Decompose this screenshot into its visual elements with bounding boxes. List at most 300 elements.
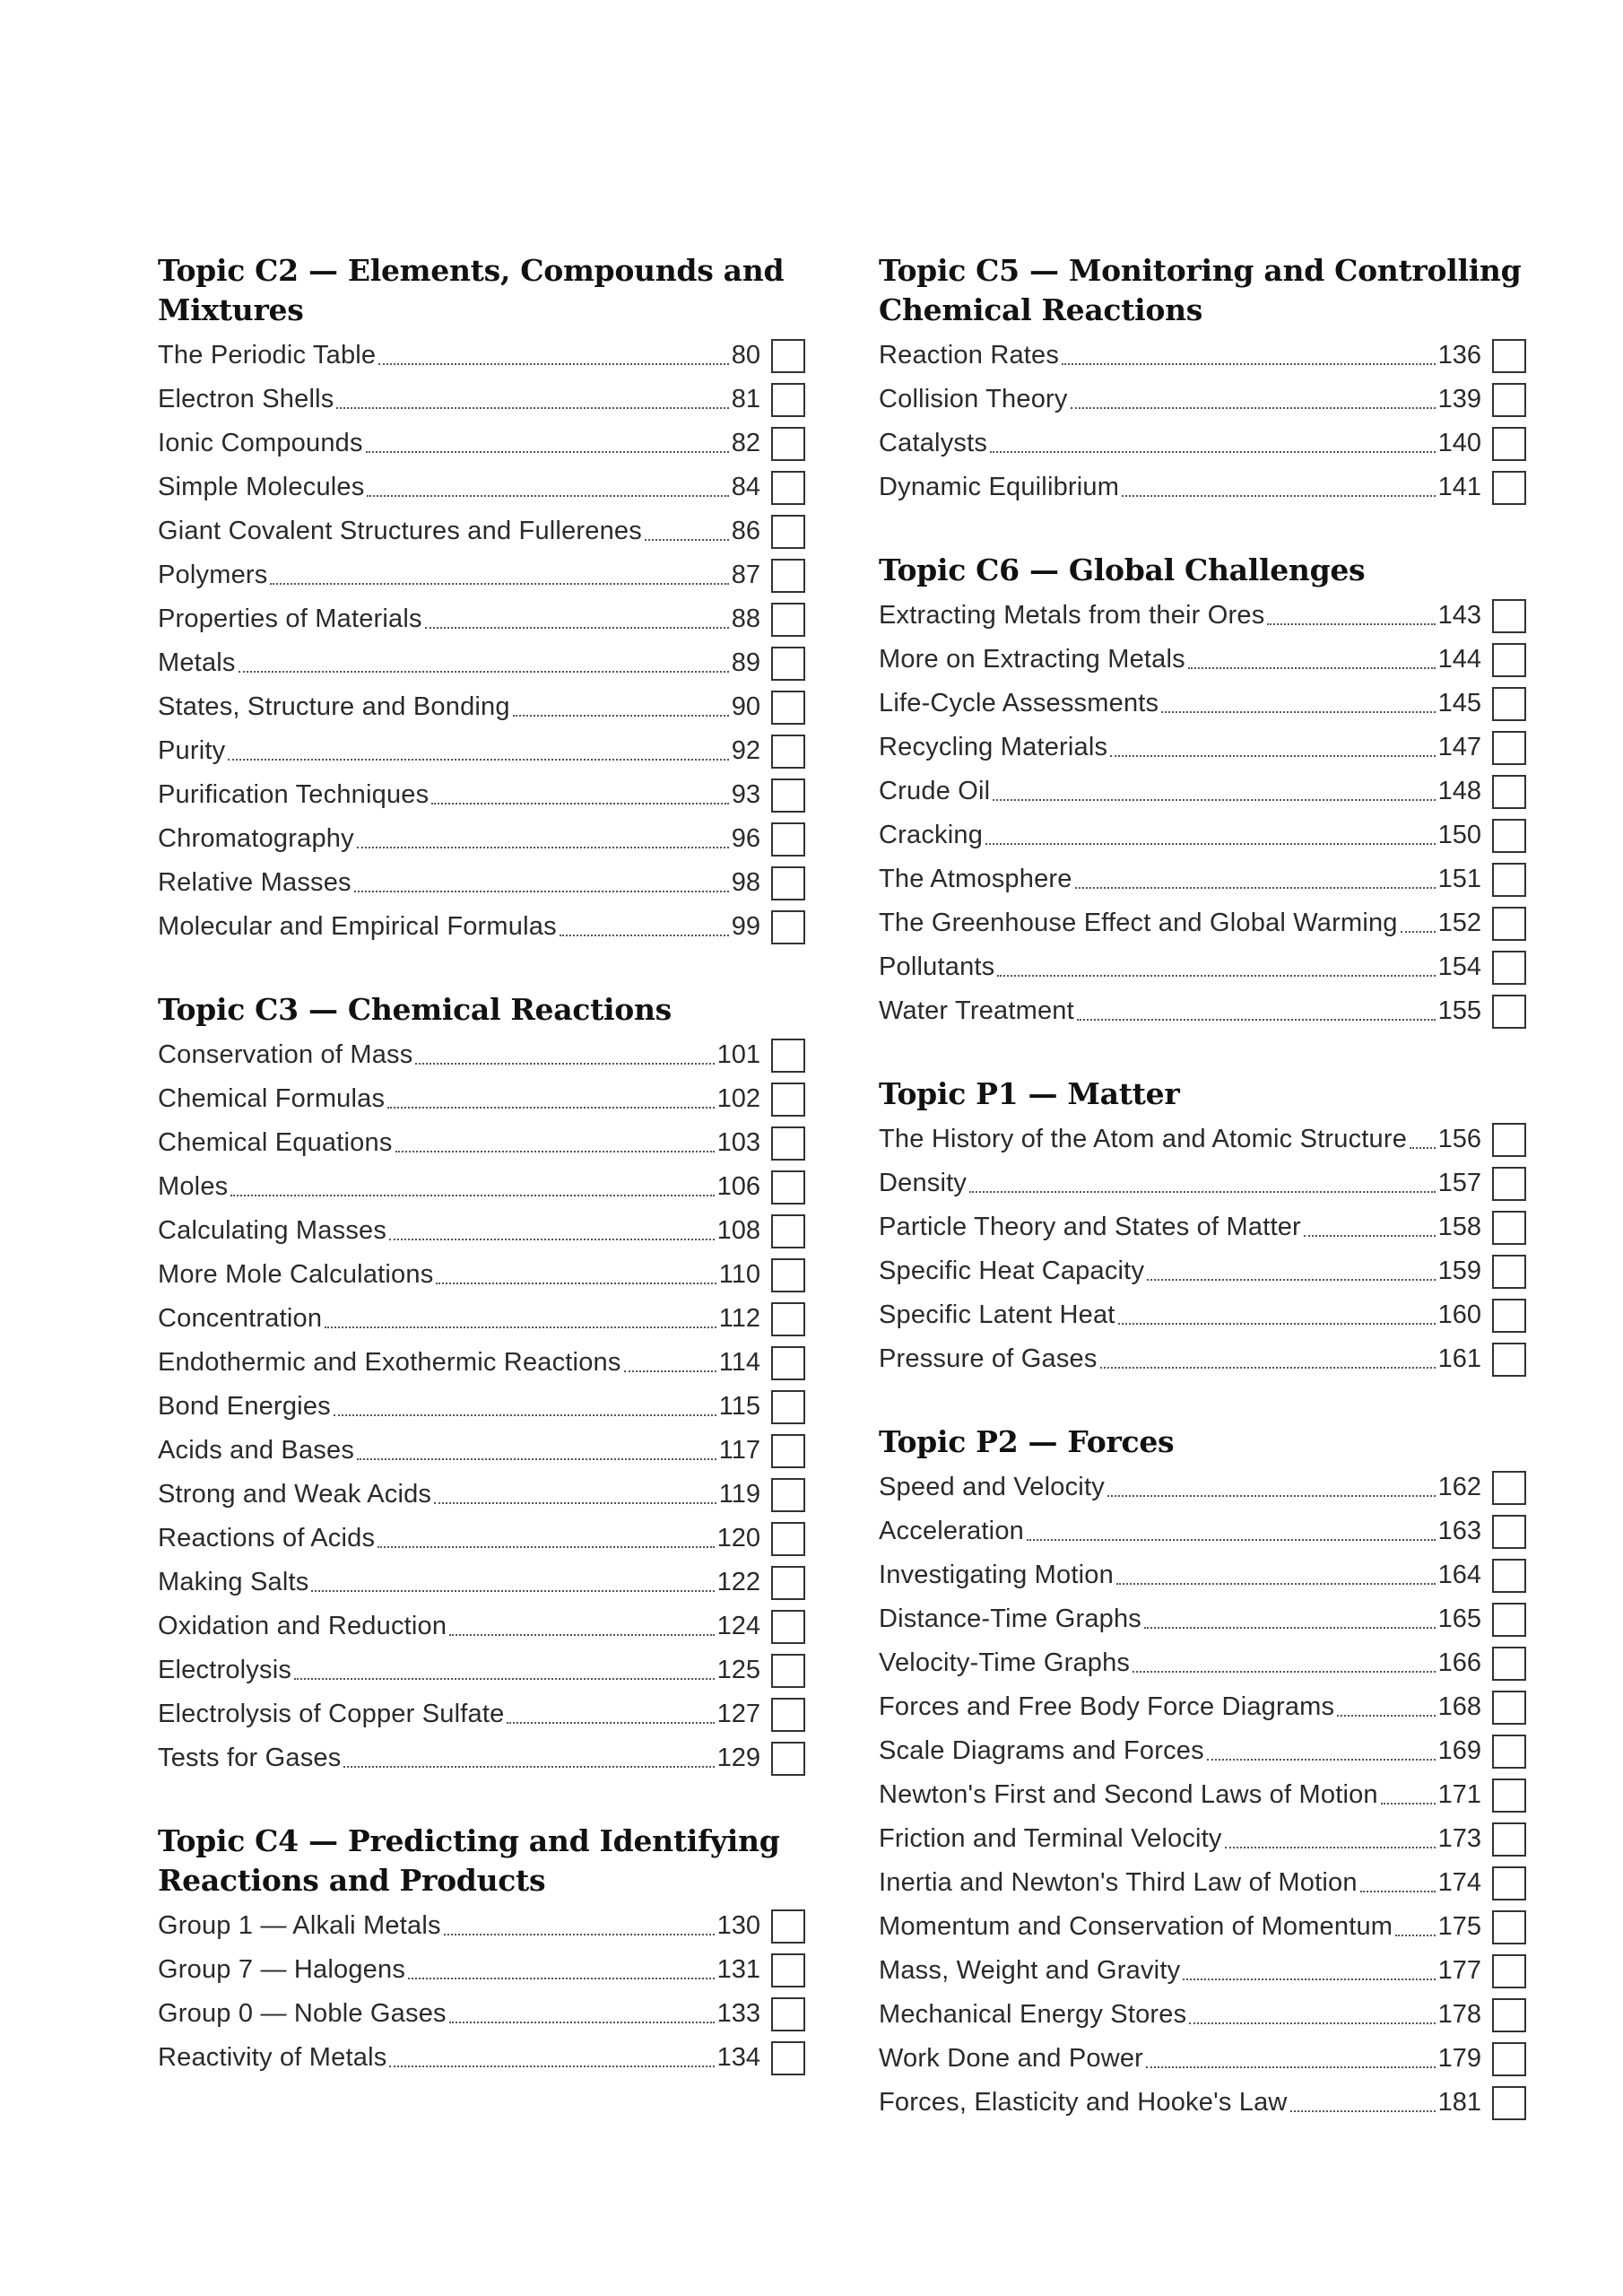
page-number: 152 [1437, 909, 1481, 937]
page-number: 148 [1437, 777, 1481, 805]
toc-entry [158, 422, 805, 465]
progress-checkbox[interactable] [1492, 1343, 1526, 1377]
progress-checkbox[interactable] [771, 735, 805, 769]
entry-title: Forces, Elasticity and Hooke's Law [879, 2088, 1288, 2117]
entry-title: Group 1 — Alkali Metals [158, 1911, 441, 1940]
entry-title: Inertia and Newton's Third Law of Motion [879, 1868, 1358, 1897]
dot-leader [1267, 623, 1435, 625]
progress-checkbox[interactable] [1492, 427, 1526, 461]
progress-checkbox[interactable] [771, 1654, 805, 1688]
page-number: 157 [1437, 1169, 1481, 1197]
dot-leader [507, 1722, 714, 1724]
toc-entry [158, 509, 805, 553]
progress-checkbox[interactable] [771, 1522, 805, 1556]
toc-entry [879, 334, 1526, 378]
entry-title: Giant Covalent Structures and Fullerenes [158, 517, 642, 545]
dot-leader [436, 1283, 716, 1284]
page-number: 108 [716, 1216, 760, 1245]
dot-leader [387, 1107, 714, 1109]
progress-checkbox[interactable] [1492, 1866, 1526, 1900]
page-number: 87 [731, 561, 760, 589]
page-number: 150 [1437, 821, 1481, 849]
dot-leader [311, 1590, 714, 1592]
progress-checkbox[interactable] [771, 1953, 805, 1987]
progress-checkbox[interactable] [1492, 731, 1526, 765]
toc-entry [879, 1993, 1526, 2037]
entry-title: Moles [158, 1172, 229, 1201]
dot-leader [1304, 1235, 1436, 1237]
topic-entry-list [879, 1118, 1526, 1381]
entry-title: Properties of Materials [158, 604, 422, 633]
progress-checkbox[interactable] [1492, 775, 1526, 809]
page-number: 80 [731, 341, 760, 370]
dot-leader [425, 627, 729, 629]
toc-entry [879, 770, 1526, 813]
page-number: 134 [716, 2043, 760, 2072]
progress-checkbox[interactable] [771, 1610, 805, 1644]
page-number: 139 [1437, 385, 1481, 413]
progress-checkbox[interactable] [1492, 2042, 1526, 2076]
toc-entry [879, 422, 1526, 465]
toc-entry [879, 1817, 1526, 1861]
page-number: 179 [1437, 2044, 1481, 2073]
entry-title: Water Treatment [879, 996, 1074, 1025]
toc-entry [879, 378, 1526, 422]
dot-leader [336, 407, 728, 409]
dot-leader [444, 1934, 715, 1935]
topic-entry-list [158, 1904, 805, 2080]
entry-title: Density [879, 1169, 968, 1197]
toc-entry [158, 1736, 805, 1780]
entry-title: Chemical Formulas [158, 1084, 386, 1113]
dot-leader [1071, 407, 1436, 409]
topic-section [158, 1822, 805, 2080]
entry-title: Particle Theory and States of Matter [879, 1213, 1301, 1241]
page-number: 158 [1437, 1213, 1481, 1241]
topic-entry-list [879, 594, 1526, 1033]
page-number: 92 [731, 736, 760, 765]
progress-checkbox[interactable] [1492, 1735, 1526, 1769]
progress-checkbox[interactable] [1492, 863, 1526, 897]
progress-checkbox[interactable] [1492, 951, 1526, 985]
page-number: 101 [716, 1040, 760, 1069]
page-number: 164 [1437, 1561, 1481, 1589]
dot-leader [1075, 887, 1436, 889]
dot-leader [1225, 1847, 1436, 1848]
progress-checkbox[interactable] [771, 339, 805, 373]
progress-checkbox[interactable] [771, 1302, 805, 1336]
progress-checkbox[interactable] [771, 515, 805, 549]
dot-leader [294, 1678, 715, 1680]
toc-entry [879, 1597, 1526, 1641]
dot-leader [270, 583, 728, 585]
dot-leader [1161, 711, 1435, 713]
dot-leader [1110, 755, 1435, 757]
page-number: 90 [731, 692, 760, 721]
dot-leader [1062, 363, 1436, 365]
page-number: 125 [716, 1656, 760, 1684]
page-number: 103 [716, 1128, 760, 1157]
toc-entry [158, 1605, 805, 1648]
progress-checkbox[interactable] [1492, 907, 1526, 941]
progress-checkbox[interactable] [771, 1346, 805, 1380]
entry-title: Group 7 — Halogens [158, 1955, 406, 1984]
toc-entry [158, 1385, 805, 1429]
entry-title: Mechanical Energy Stores [879, 2000, 1187, 2029]
entry-title: Calculating Masses [158, 1216, 387, 1245]
entry-title: States, Structure and Bonding [158, 692, 510, 721]
entry-title: Reactivity of Metals [158, 2043, 387, 2072]
dot-leader [1188, 667, 1436, 669]
toc-entry [879, 682, 1526, 726]
progress-checkbox[interactable] [771, 1039, 805, 1073]
progress-checkbox[interactable] [1492, 1123, 1526, 1157]
dot-leader [408, 1978, 715, 1979]
dot-leader [1147, 1279, 1435, 1281]
progress-checkbox[interactable] [771, 603, 805, 637]
progress-checkbox[interactable] [771, 647, 805, 681]
progress-checkbox[interactable] [1492, 643, 1526, 677]
toc-entry [158, 685, 805, 729]
page-number: 147 [1437, 733, 1481, 761]
dot-leader [624, 1370, 716, 1372]
dot-leader [1360, 1891, 1436, 1892]
toc-entry [879, 2037, 1526, 2081]
dot-leader [993, 799, 1435, 801]
dot-leader [1395, 1935, 1435, 1936]
page-number: 175 [1437, 1912, 1481, 1941]
dot-leader [239, 671, 729, 673]
dot-leader [343, 1766, 714, 1768]
progress-checkbox[interactable] [1492, 1299, 1526, 1333]
entry-title: Friction and Terminal Velocity [879, 1824, 1222, 1853]
toc-entry [158, 2036, 805, 2080]
topic-entry-list [158, 334, 805, 949]
progress-checkbox[interactable] [1492, 1910, 1526, 1944]
page-number: 106 [716, 1172, 760, 1201]
progress-checkbox[interactable] [771, 383, 805, 417]
toc-entry [158, 465, 805, 509]
toc-entry [879, 1337, 1526, 1381]
dot-leader [513, 715, 729, 717]
entry-title: Crude Oil [879, 777, 991, 805]
entry-title: The Atmosphere [879, 865, 1072, 893]
progress-checkbox[interactable] [771, 1390, 805, 1424]
progress-checkbox[interactable] [771, 1478, 805, 1512]
progress-checkbox[interactable] [1492, 599, 1526, 633]
page-number: 160 [1437, 1300, 1481, 1329]
page-number: 166 [1437, 1648, 1481, 1677]
entry-title: Collision Theory [879, 385, 1068, 413]
entry-title: Reaction Rates [879, 341, 1060, 370]
progress-checkbox[interactable] [771, 559, 805, 593]
progress-checkbox[interactable] [771, 471, 805, 505]
dot-leader [228, 759, 728, 761]
entry-title: Distance-Time Graphs [879, 1605, 1142, 1633]
topic-entry-list [158, 1033, 805, 1780]
entry-title: Catalysts [879, 429, 988, 457]
dot-leader [990, 451, 1436, 453]
toc-entry [158, 597, 805, 641]
dot-leader [366, 451, 729, 453]
toc-entry [158, 1992, 805, 2036]
entry-title: Cracking [879, 821, 984, 849]
progress-checkbox[interactable] [1492, 1559, 1526, 1593]
toc-entry [879, 1161, 1526, 1205]
page-number: 181 [1437, 2088, 1481, 2117]
progress-checkbox[interactable] [1492, 1998, 1526, 2032]
dot-leader [449, 1634, 714, 1636]
progress-checkbox[interactable] [1492, 1779, 1526, 1813]
page-number: 96 [731, 824, 760, 853]
dot-leader [395, 1151, 715, 1152]
topic-section [879, 1422, 1526, 2125]
page-number: 145 [1437, 689, 1481, 718]
toc-entry [158, 861, 805, 905]
toc-entry [158, 1033, 805, 1077]
progress-checkbox[interactable] [771, 866, 805, 900]
toc-entry [158, 1517, 805, 1561]
page-number: 171 [1437, 1780, 1481, 1809]
toc-entry [879, 901, 1526, 945]
page-number: 114 [718, 1348, 760, 1377]
dot-leader [1133, 1671, 1435, 1673]
dot-leader [449, 2022, 715, 2023]
toc-entry [158, 641, 805, 685]
progress-checkbox[interactable] [1492, 819, 1526, 853]
dot-leader [1116, 1583, 1436, 1585]
toc-entry [879, 594, 1526, 638]
dot-leader [334, 1414, 716, 1416]
progress-checkbox[interactable] [771, 691, 805, 725]
progress-checkbox[interactable] [1492, 383, 1526, 417]
toc-entry [158, 1692, 805, 1736]
dot-leader [645, 539, 729, 541]
toc-entry [158, 1561, 805, 1605]
page-number: 169 [1437, 1736, 1481, 1765]
entry-title: Forces and Free Body Force Diagrams [879, 1692, 1335, 1721]
page-number: 124 [716, 1612, 760, 1640]
toc-entry [158, 1165, 805, 1209]
progress-checkbox[interactable] [771, 1742, 805, 1776]
entry-title: Chromatography [158, 824, 354, 853]
dot-leader [1410, 1147, 1436, 1149]
page-number: 155 [1437, 996, 1481, 1025]
entry-title: The Greenhouse Effect and Global Warming [879, 909, 1398, 937]
page-number: 115 [718, 1392, 760, 1421]
page-number: 133 [716, 1999, 760, 2028]
progress-checkbox[interactable] [771, 910, 805, 944]
page-number: 140 [1437, 429, 1481, 457]
entry-title: Dynamic Equilibrium [879, 473, 1120, 501]
progress-checkbox[interactable] [1492, 1954, 1526, 1988]
page-number: 112 [718, 1304, 760, 1333]
entry-title: Purity [158, 736, 226, 765]
entry-title: Acids and Bases [158, 1436, 355, 1465]
page-number: 98 [731, 868, 760, 897]
dot-leader [357, 847, 729, 848]
entry-title: Electrolysis [158, 1656, 292, 1684]
dot-leader [969, 1191, 1436, 1193]
topic-entry-list [879, 334, 1526, 509]
page-number: 151 [1437, 865, 1481, 893]
progress-checkbox[interactable] [1492, 1211, 1526, 1245]
progress-checkbox[interactable] [771, 822, 805, 857]
dot-leader [1183, 1979, 1435, 1980]
dot-leader [1381, 1803, 1436, 1805]
dot-leader [1290, 2110, 1436, 2112]
page-number: 120 [716, 1524, 760, 1552]
page-number: 129 [716, 1744, 760, 1772]
toc-entry [879, 465, 1526, 509]
entry-title: Tests for Gases [158, 1744, 342, 1772]
toc-entry [158, 1209, 805, 1253]
progress-checkbox[interactable] [1492, 339, 1526, 373]
toc-entry [879, 2081, 1526, 2125]
dot-leader [1027, 1539, 1436, 1541]
progress-checkbox[interactable] [771, 2041, 805, 2075]
topic-title: Topic C6 — Global Challenges [879, 552, 1366, 587]
dot-leader [1207, 1759, 1436, 1761]
toc-entry [879, 1293, 1526, 1337]
progress-checkbox[interactable] [1492, 1471, 1526, 1505]
toc-entry [158, 905, 805, 949]
dot-leader [560, 935, 729, 936]
toc-entry [158, 378, 805, 422]
dot-leader [389, 2066, 714, 2067]
dot-leader [1122, 495, 1436, 497]
page-number: 136 [1437, 341, 1481, 370]
dot-leader [434, 1502, 716, 1504]
toc-entry [158, 729, 805, 773]
entry-title: Polymers [158, 561, 268, 589]
toc-entry [879, 638, 1526, 682]
progress-checkbox[interactable] [771, 427, 805, 461]
topic-title: Topic C3 — Chemical Reactions [158, 992, 672, 1027]
dot-leader [378, 363, 728, 365]
progress-checkbox[interactable] [771, 1698, 805, 1732]
progress-checkbox[interactable] [1492, 2086, 1526, 2120]
entry-title: Strong and Weak Acids [158, 1480, 432, 1509]
entry-title: Simple Molecules [158, 473, 365, 501]
toc-entry [158, 1297, 805, 1341]
progress-checkbox[interactable] [1492, 1822, 1526, 1857]
toc-entry [879, 1773, 1526, 1817]
toc-entry [158, 773, 805, 817]
dot-leader [1401, 931, 1436, 933]
progress-checkbox[interactable] [1492, 1647, 1526, 1681]
progress-checkbox[interactable] [771, 1083, 805, 1117]
dot-leader [1144, 1627, 1436, 1629]
entry-title: Chemical Equations [158, 1128, 393, 1157]
toc-entry [158, 1429, 805, 1473]
page-number: 162 [1437, 1473, 1481, 1501]
progress-checkbox[interactable] [771, 1170, 805, 1205]
progress-checkbox[interactable] [771, 1434, 805, 1468]
toc-entry [158, 553, 805, 597]
entry-title: The History of the Atom and Atomic Structure [879, 1125, 1408, 1153]
progress-checkbox[interactable] [1492, 1255, 1526, 1289]
toc-entry [879, 857, 1526, 901]
dot-leader [230, 1195, 714, 1196]
topic-section [879, 1074, 1526, 1381]
toc-entry [158, 817, 805, 861]
dot-leader [1189, 2022, 1435, 2024]
entry-title: Conservation of Mass [158, 1040, 413, 1069]
toc-entry [879, 726, 1526, 770]
toc-entry [158, 1121, 805, 1165]
progress-checkbox[interactable] [771, 778, 805, 813]
progress-checkbox[interactable] [771, 1258, 805, 1292]
dot-leader [1107, 1495, 1436, 1497]
entry-title: Group 0 — Noble Gases [158, 1999, 447, 2028]
page-number: 93 [731, 780, 760, 809]
page-number: 143 [1437, 601, 1481, 630]
toc-entry [158, 1948, 805, 1992]
progress-checkbox[interactable] [1492, 471, 1526, 505]
page-number: 173 [1437, 1824, 1481, 1853]
dot-leader [985, 843, 1436, 845]
progress-checkbox[interactable] [771, 1214, 805, 1248]
toc-entry [879, 1861, 1526, 1905]
dot-leader [389, 1239, 715, 1240]
entry-title: Specific Latent Heat [879, 1300, 1115, 1329]
progress-checkbox[interactable] [771, 1126, 805, 1161]
entry-title: Specific Heat Capacity [879, 1257, 1145, 1285]
page-number: 127 [716, 1700, 760, 1728]
page-number: 177 [1437, 1956, 1481, 1985]
entry-title: Metals [158, 648, 236, 677]
entry-title: Life-Cycle Assessments [879, 689, 1159, 718]
progress-checkbox[interactable] [1492, 1691, 1526, 1725]
contents-left-column [158, 251, 805, 2121]
topic-title: Topic P1 — Matter [879, 1076, 1180, 1111]
toc-entry [158, 334, 805, 378]
page-number: 161 [1437, 1344, 1481, 1373]
entry-title: More Mole Calculations [158, 1260, 434, 1289]
dot-leader [415, 1063, 714, 1065]
entry-title: Scale Diagrams and Forces [879, 1736, 1204, 1765]
progress-checkbox[interactable] [1492, 995, 1526, 1029]
entry-title: Pressure of Gases [879, 1344, 1098, 1373]
topic-title: Topic C5 — Monitoring and Controlling Chemical Reactions [879, 253, 1522, 327]
page-number: 99 [731, 912, 760, 941]
page-number: 88 [731, 604, 760, 633]
progress-checkbox[interactable] [771, 1566, 805, 1600]
toc-entry [879, 1641, 1526, 1685]
toc-entry [879, 813, 1526, 857]
dot-leader [1077, 1019, 1436, 1021]
progress-checkbox[interactable] [771, 1997, 805, 2031]
page-number: 82 [731, 429, 760, 457]
progress-checkbox[interactable] [1492, 1167, 1526, 1201]
page-number: 141 [1437, 473, 1481, 501]
page-number: 117 [718, 1436, 760, 1465]
progress-checkbox[interactable] [1492, 1515, 1526, 1549]
page-number: 81 [731, 385, 760, 413]
contents-right-column [879, 251, 1526, 2166]
progress-checkbox[interactable] [771, 1909, 805, 1944]
progress-checkbox[interactable] [1492, 687, 1526, 721]
entry-title: Endothermic and Exothermic Reactions [158, 1348, 621, 1377]
toc-entry [879, 1249, 1526, 1293]
topic-title: Topic P2 — Forces [879, 1424, 1175, 1459]
page-number: 84 [731, 473, 760, 501]
progress-checkbox[interactable] [1492, 1603, 1526, 1637]
toc-entry [158, 1341, 805, 1385]
page-number: 130 [716, 1911, 760, 1940]
topic-section [879, 551, 1526, 1033]
